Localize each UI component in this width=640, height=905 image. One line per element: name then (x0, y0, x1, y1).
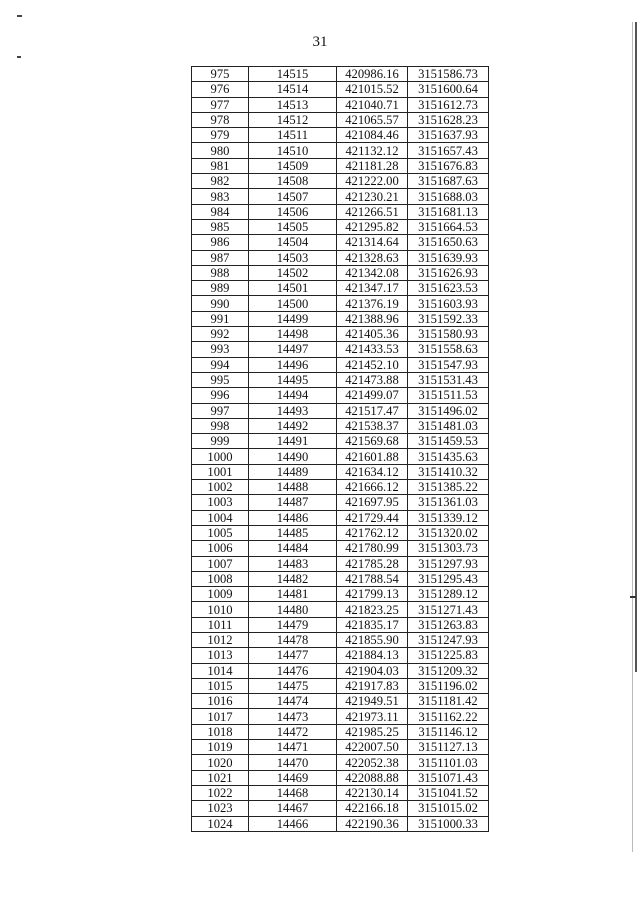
table-row (192, 709, 489, 724)
y-coordinate-cell: 3151385.22 (408, 480, 489, 495)
x-coordinate-cell: 421376.19 (337, 296, 408, 311)
table-row (192, 112, 489, 127)
table-row (192, 403, 489, 418)
point-id-cell: 14470 (249, 755, 337, 770)
y-coordinate-cell: 3151295.43 (408, 571, 489, 586)
x-coordinate-cell: 421973.11 (337, 709, 408, 724)
y-coordinate-cell: 3151127.13 (408, 740, 489, 755)
x-coordinate-cell: 421904.03 (337, 663, 408, 678)
x-coordinate-cell: 420986.16 (337, 67, 408, 82)
x-coordinate-cell: 421917.83 (337, 678, 408, 693)
y-coordinate-cell: 3151339.12 (408, 510, 489, 525)
point-id-cell: 14499 (249, 311, 337, 326)
x-coordinate-cell: 421788.54 (337, 571, 408, 586)
scan-artifact-mark (17, 15, 22, 17)
x-coordinate-cell: 421222.00 (337, 174, 408, 189)
table-row (192, 816, 489, 831)
x-coordinate-cell: 421823.25 (337, 602, 408, 617)
table-row (192, 617, 489, 632)
table-row (192, 556, 489, 571)
point-id-cell: 14507 (249, 189, 337, 204)
point-id-cell: 14468 (249, 785, 337, 800)
row-number-cell: 1015 (192, 678, 249, 693)
x-coordinate-cell: 421601.88 (337, 449, 408, 464)
point-id-cell: 14491 (249, 434, 337, 449)
point-id-cell: 14480 (249, 602, 337, 617)
table-row (192, 602, 489, 617)
row-number-cell: 1012 (192, 632, 249, 647)
table-row (192, 250, 489, 265)
y-coordinate-cell: 3151247.93 (408, 632, 489, 647)
y-coordinate-cell: 3151558.63 (408, 342, 489, 357)
row-number-cell: 1010 (192, 602, 249, 617)
point-id-cell: 14471 (249, 740, 337, 755)
table-row (192, 510, 489, 525)
point-id-cell: 14502 (249, 265, 337, 280)
row-number-cell: 996 (192, 388, 249, 403)
y-coordinate-cell: 3151181.42 (408, 694, 489, 709)
table-row (192, 632, 489, 647)
point-id-cell: 14513 (249, 97, 337, 112)
y-coordinate-cell: 3151000.33 (408, 816, 489, 831)
y-coordinate-cell: 3151681.13 (408, 204, 489, 219)
y-coordinate-cell: 3151225.83 (408, 648, 489, 663)
y-coordinate-cell: 3151196.02 (408, 678, 489, 693)
point-id-cell: 14497 (249, 342, 337, 357)
y-coordinate-cell: 3151511.53 (408, 388, 489, 403)
table-row (192, 327, 489, 342)
x-coordinate-cell: 421855.90 (337, 632, 408, 647)
y-coordinate-cell: 3151688.03 (408, 189, 489, 204)
table-row (192, 495, 489, 510)
point-id-cell: 14466 (249, 816, 337, 831)
point-id-cell: 14469 (249, 770, 337, 785)
row-number-cell: 1017 (192, 709, 249, 724)
y-coordinate-cell: 3151664.53 (408, 219, 489, 234)
row-number-cell: 980 (192, 143, 249, 158)
x-coordinate-cell: 422166.18 (337, 801, 408, 816)
y-coordinate-cell: 3151303.73 (408, 541, 489, 556)
coordinates-table (191, 66, 489, 832)
x-coordinate-cell: 421084.46 (337, 128, 408, 143)
x-coordinate-cell: 421065.57 (337, 112, 408, 127)
x-coordinate-cell: 421538.37 (337, 418, 408, 433)
scan-artifact-mark (17, 56, 21, 58)
x-coordinate-cell: 421388.96 (337, 311, 408, 326)
table-row (192, 82, 489, 97)
point-id-cell: 14489 (249, 464, 337, 479)
point-id-cell: 14494 (249, 388, 337, 403)
table-row (192, 785, 489, 800)
y-coordinate-cell: 3151459.53 (408, 434, 489, 449)
y-coordinate-cell: 3151531.43 (408, 372, 489, 387)
row-number-cell: 1022 (192, 785, 249, 800)
point-id-cell: 14487 (249, 495, 337, 510)
row-number-cell: 994 (192, 357, 249, 372)
x-coordinate-cell: 422130.14 (337, 785, 408, 800)
point-id-cell: 14476 (249, 663, 337, 678)
row-number-cell: 999 (192, 434, 249, 449)
y-coordinate-cell: 3151676.83 (408, 158, 489, 173)
row-number-cell: 991 (192, 311, 249, 326)
table-row (192, 235, 489, 250)
point-id-cell: 14496 (249, 357, 337, 372)
y-coordinate-cell: 3151547.93 (408, 357, 489, 372)
table-row (192, 311, 489, 326)
point-id-cell: 14505 (249, 219, 337, 234)
x-coordinate-cell: 421835.17 (337, 617, 408, 632)
point-id-cell: 14486 (249, 510, 337, 525)
table-row (192, 587, 489, 602)
table-row (192, 372, 489, 387)
point-id-cell: 14495 (249, 372, 337, 387)
table-row (192, 770, 489, 785)
table-row (192, 571, 489, 586)
x-coordinate-cell: 421342.08 (337, 265, 408, 280)
point-id-cell: 14512 (249, 112, 337, 127)
table-row (192, 464, 489, 479)
y-coordinate-cell: 3151639.93 (408, 250, 489, 265)
table-row (192, 143, 489, 158)
point-id-cell: 14488 (249, 480, 337, 495)
point-id-cell: 14515 (249, 67, 337, 82)
coordinates-table-body (192, 67, 489, 832)
x-coordinate-cell: 421634.12 (337, 464, 408, 479)
x-coordinate-cell: 422052.38 (337, 755, 408, 770)
table-row (192, 418, 489, 433)
row-number-cell: 1021 (192, 770, 249, 785)
y-coordinate-cell: 3151687.63 (408, 174, 489, 189)
row-number-cell: 993 (192, 342, 249, 357)
table-row (192, 97, 489, 112)
row-number-cell: 981 (192, 158, 249, 173)
point-id-cell: 14498 (249, 327, 337, 342)
table-row (192, 755, 489, 770)
row-number-cell: 1024 (192, 816, 249, 831)
point-id-cell: 14510 (249, 143, 337, 158)
x-coordinate-cell: 421015.52 (337, 82, 408, 97)
point-id-cell: 14514 (249, 82, 337, 97)
table-row (192, 541, 489, 556)
x-coordinate-cell: 421785.28 (337, 556, 408, 571)
y-coordinate-cell: 3151592.33 (408, 311, 489, 326)
y-coordinate-cell: 3151612.73 (408, 97, 489, 112)
row-number-cell: 1001 (192, 464, 249, 479)
y-coordinate-cell: 3151623.53 (408, 281, 489, 296)
page-edge-mark (630, 596, 636, 598)
x-coordinate-cell: 421985.25 (337, 724, 408, 739)
row-number-cell: 1014 (192, 663, 249, 678)
row-number-cell: 1000 (192, 449, 249, 464)
x-coordinate-cell: 421697.95 (337, 495, 408, 510)
row-number-cell: 1009 (192, 587, 249, 602)
point-id-cell: 14509 (249, 158, 337, 173)
point-id-cell: 14472 (249, 724, 337, 739)
row-number-cell: 995 (192, 372, 249, 387)
y-coordinate-cell: 3151600.64 (408, 82, 489, 97)
x-coordinate-cell: 421884.13 (337, 648, 408, 663)
y-coordinate-cell: 3151209.32 (408, 663, 489, 678)
x-coordinate-cell: 421347.17 (337, 281, 408, 296)
table-row (192, 648, 489, 663)
y-coordinate-cell: 3151361.03 (408, 495, 489, 510)
point-id-cell: 14484 (249, 541, 337, 556)
page-edge-line (635, 22, 637, 672)
table-row (192, 724, 489, 739)
row-number-cell: 1005 (192, 525, 249, 540)
y-coordinate-cell: 3151289.12 (408, 587, 489, 602)
y-coordinate-cell: 3151637.93 (408, 128, 489, 143)
table-row (192, 480, 489, 495)
y-coordinate-cell: 3151410.32 (408, 464, 489, 479)
page-number: 31 (312, 34, 328, 50)
point-id-cell: 14479 (249, 617, 337, 632)
x-coordinate-cell: 421405.36 (337, 327, 408, 342)
y-coordinate-cell: 3151263.83 (408, 617, 489, 632)
row-number-cell: 984 (192, 204, 249, 219)
point-id-cell: 14478 (249, 632, 337, 647)
x-coordinate-cell: 421181.28 (337, 158, 408, 173)
y-coordinate-cell: 3151586.73 (408, 67, 489, 82)
row-number-cell: 990 (192, 296, 249, 311)
row-number-cell: 1013 (192, 648, 249, 663)
row-number-cell: 997 (192, 403, 249, 418)
row-number-cell: 1002 (192, 480, 249, 495)
x-coordinate-cell: 421040.71 (337, 97, 408, 112)
x-coordinate-cell: 422190.36 (337, 816, 408, 831)
row-number-cell: 977 (192, 97, 249, 112)
row-number-cell: 1011 (192, 617, 249, 632)
table-row (192, 189, 489, 204)
point-id-cell: 14483 (249, 556, 337, 571)
point-id-cell: 14492 (249, 418, 337, 433)
table-row (192, 357, 489, 372)
table-row (192, 342, 489, 357)
point-id-cell: 14504 (249, 235, 337, 250)
x-coordinate-cell: 421517.47 (337, 403, 408, 418)
y-coordinate-cell: 3151628.23 (408, 112, 489, 127)
y-coordinate-cell: 3151015.02 (408, 801, 489, 816)
point-id-cell: 14473 (249, 709, 337, 724)
point-id-cell: 14485 (249, 525, 337, 540)
row-number-cell: 988 (192, 265, 249, 280)
row-number-cell: 975 (192, 67, 249, 82)
table-row (192, 174, 489, 189)
point-id-cell: 14508 (249, 174, 337, 189)
y-coordinate-cell: 3151071.43 (408, 770, 489, 785)
row-number-cell: 1019 (192, 740, 249, 755)
row-number-cell: 1018 (192, 724, 249, 739)
row-number-cell: 1020 (192, 755, 249, 770)
x-coordinate-cell: 421949.51 (337, 694, 408, 709)
point-id-cell: 14477 (249, 648, 337, 663)
row-number-cell: 978 (192, 112, 249, 127)
x-coordinate-cell: 421780.99 (337, 541, 408, 556)
x-coordinate-cell: 422088.88 (337, 770, 408, 785)
y-coordinate-cell: 3151580.93 (408, 327, 489, 342)
table-row (192, 158, 489, 173)
x-coordinate-cell: 421473.88 (337, 372, 408, 387)
point-id-cell: 14503 (249, 250, 337, 265)
row-number-cell: 1003 (192, 495, 249, 510)
point-id-cell: 14474 (249, 694, 337, 709)
y-coordinate-cell: 3151320.02 (408, 525, 489, 540)
point-id-cell: 14501 (249, 281, 337, 296)
y-coordinate-cell: 3151271.43 (408, 602, 489, 617)
table-row (192, 694, 489, 709)
point-id-cell: 14506 (249, 204, 337, 219)
table-row (192, 296, 489, 311)
row-number-cell: 1023 (192, 801, 249, 816)
row-number-cell: 998 (192, 418, 249, 433)
y-coordinate-cell: 3151146.12 (408, 724, 489, 739)
table-row (192, 219, 489, 234)
row-number-cell: 1006 (192, 541, 249, 556)
x-coordinate-cell: 421799.13 (337, 587, 408, 602)
y-coordinate-cell: 3151657.43 (408, 143, 489, 158)
table-row (192, 204, 489, 219)
row-number-cell: 982 (192, 174, 249, 189)
x-coordinate-cell: 421295.82 (337, 219, 408, 234)
table-row (192, 281, 489, 296)
point-id-cell: 14511 (249, 128, 337, 143)
point-id-cell: 14475 (249, 678, 337, 693)
x-coordinate-cell: 421266.51 (337, 204, 408, 219)
point-id-cell: 14481 (249, 587, 337, 602)
x-coordinate-cell: 421132.12 (337, 143, 408, 158)
page-edge-line (632, 22, 633, 852)
point-id-cell: 14482 (249, 571, 337, 586)
table-row (192, 434, 489, 449)
x-coordinate-cell: 421499.07 (337, 388, 408, 403)
row-number-cell: 992 (192, 327, 249, 342)
x-coordinate-cell: 421230.21 (337, 189, 408, 204)
point-id-cell: 14493 (249, 403, 337, 418)
table-row (192, 388, 489, 403)
table-row (192, 449, 489, 464)
x-coordinate-cell: 421729.44 (337, 510, 408, 525)
point-id-cell: 14467 (249, 801, 337, 816)
y-coordinate-cell: 3151603.93 (408, 296, 489, 311)
row-number-cell: 983 (192, 189, 249, 204)
table-row (192, 265, 489, 280)
row-number-cell: 979 (192, 128, 249, 143)
row-number-cell: 1007 (192, 556, 249, 571)
point-id-cell: 14500 (249, 296, 337, 311)
table-row (192, 525, 489, 540)
y-coordinate-cell: 3151297.93 (408, 556, 489, 571)
row-number-cell: 989 (192, 281, 249, 296)
x-coordinate-cell: 421328.63 (337, 250, 408, 265)
table-row (192, 740, 489, 755)
table-row (192, 67, 489, 82)
y-coordinate-cell: 3151650.63 (408, 235, 489, 250)
y-coordinate-cell: 3151496.02 (408, 403, 489, 418)
y-coordinate-cell: 3151435.63 (408, 449, 489, 464)
x-coordinate-cell: 421433.53 (337, 342, 408, 357)
table-row (192, 678, 489, 693)
x-coordinate-cell: 421452.10 (337, 357, 408, 372)
row-number-cell: 987 (192, 250, 249, 265)
table-row (192, 801, 489, 816)
point-id-cell: 14490 (249, 449, 337, 464)
row-number-cell: 976 (192, 82, 249, 97)
table-row (192, 663, 489, 678)
row-number-cell: 1016 (192, 694, 249, 709)
y-coordinate-cell: 3151101.03 (408, 755, 489, 770)
y-coordinate-cell: 3151626.93 (408, 265, 489, 280)
table-row (192, 128, 489, 143)
row-number-cell: 986 (192, 235, 249, 250)
y-coordinate-cell: 3151041.52 (408, 785, 489, 800)
row-number-cell: 1008 (192, 571, 249, 586)
x-coordinate-cell: 421762.12 (337, 525, 408, 540)
row-number-cell: 985 (192, 219, 249, 234)
x-coordinate-cell: 421314.64 (337, 235, 408, 250)
y-coordinate-cell: 3151481.03 (408, 418, 489, 433)
y-coordinate-cell: 3151162.22 (408, 709, 489, 724)
x-coordinate-cell: 421569.68 (337, 434, 408, 449)
x-coordinate-cell: 421666.12 (337, 480, 408, 495)
x-coordinate-cell: 422007.50 (337, 740, 408, 755)
row-number-cell: 1004 (192, 510, 249, 525)
